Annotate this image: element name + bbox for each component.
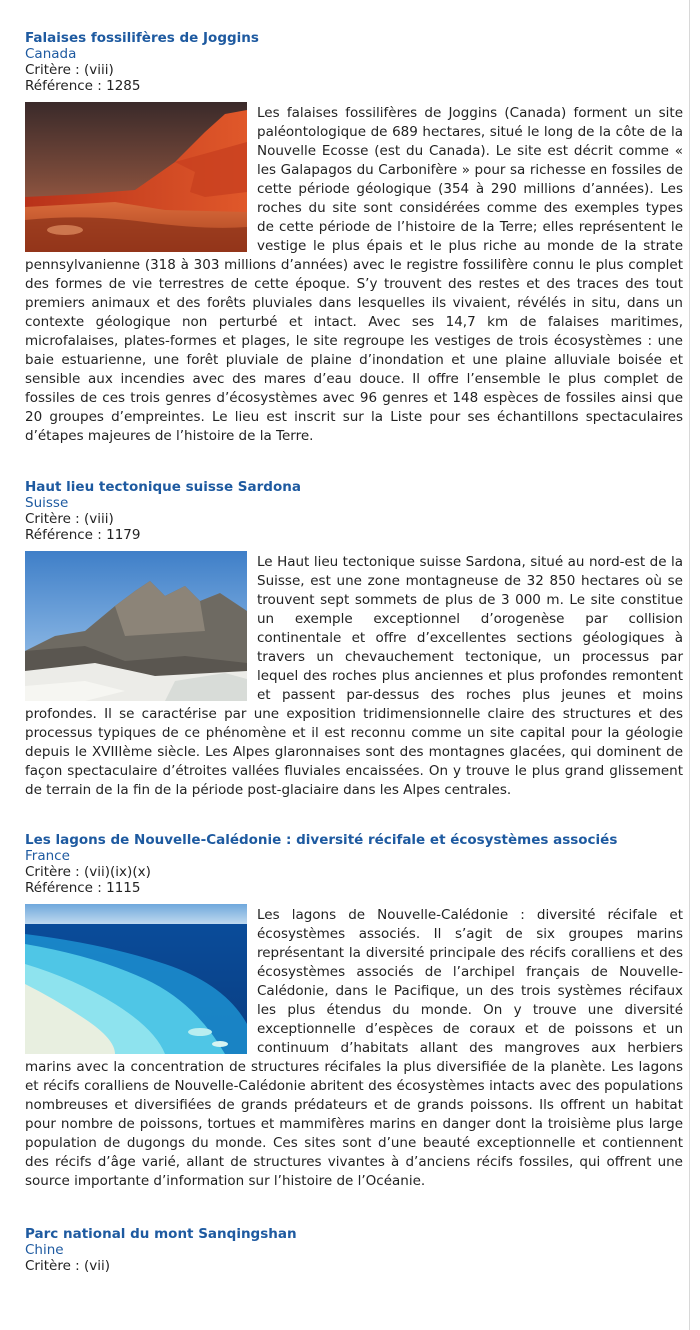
sardona-mountains-photo: [25, 551, 247, 701]
new-caledonia-lagoon-photo: [25, 904, 247, 1054]
site-description: Les lagons de Nouvelle-Calédonie : diversité récifale et écosystèmes associés. Il s’agit de six groupes marins représentant la diversité principale des récifs coralliens et des écosystèmes associés de l’archipel français de Nouvelle-Calédonie, dans le Pacifique, un des trois systèmes récifaux les plus étendus du monde. On y trouve une diversité exceptionnelle d’espèces de coraux et de poissons et un continuum d’habitats allant des mangroves aux herbiers marins avec la concentration de structures récifales la plus diversifiée de la planète. Les lagons et récifs coralliens de Nouvelle-Calédonie abritent des écosystèmes intacts avec des populations nombreuses et diversifiées de grands prédateurs et de grands poissons. Ils offrent un habitat pour nombre de poissons, tortues et mammifères marins en danger dont la troisième plus large population de dugongs du monde. Ces sites sont d’une beauté exceptionnelle et contiennent des récifs d’âge varié, allant de structures vivantes à d’anciens récifs fossiles, qui offrent une source importante d’information sur l’histoire de l’Océanie.: [25, 907, 683, 1189]
site-criteria: Critère : (vii)(ix)(x): [25, 864, 151, 880]
heritage-list: [25, 30, 683, 1274]
site-title[interactable]: Falaises fossilifères de Joggins: [25, 30, 259, 46]
site-entry-joggins: [25, 30, 683, 446]
site-country: Chine: [25, 1242, 64, 1258]
scrollbar-track[interactable]: [689, 0, 700, 1330]
joggins-cliffs-photo: [25, 102, 247, 252]
site-reference: Référence : 1179: [25, 527, 141, 543]
site-title[interactable]: Haut lieu tectonique suisse Sardona: [25, 479, 301, 495]
site-entry-sardona: [25, 479, 683, 800]
site-criteria: Critère : (vii): [25, 1258, 111, 1274]
site-country: Suisse: [25, 495, 69, 511]
site-entry-sanqingshan: [25, 1226, 683, 1274]
site-title[interactable]: Parc national du mont Sanqingshan: [25, 1226, 297, 1242]
site-entry-new-caledonia: [25, 832, 683, 1191]
site-criteria: Critère : (viii): [25, 511, 114, 527]
site-title[interactable]: Les lagons de Nouvelle-Calédonie : diversité récifale et écosystèmes associés: [25, 832, 618, 848]
site-criteria: Critère : (viii): [25, 62, 114, 78]
site-country: Canada: [25, 46, 77, 62]
site-reference: Référence : 1285: [25, 78, 141, 94]
site-description: Les falaises fossilifères de Joggins (Canada) forment un site paléontologique de 689 hectares, situé le long de la côte de la Nouvelle Ecosse (est du Canada). Le site est décrit comme « les Galapagos du Carbonifère » pour sa richesse en fossiles de cette période géologique (354 à 290 millions d’années). Les roches du site sont considérées comme des exemples types de cette période de l’histoire de la Terre; elles représentent le vestige le plus épais et le plus riche au monde de la strate pennsylvanienne (318 à 303 millions d’années) avec le registre fossilifère connu le plus complet des formes de vie terrestres de cette époque. S’y trouvent des restes et des traces des tout premiers animaux et des forêts pluviales dans lesquelles ils vivaient, révélés in situ, dans un contexte géologique non perturbé et intact. Avec ses 14,7 km de falaises maritimes, microfalaises, plates-formes et plages, le site regroupe les vestiges de trois écosystèmes : une baie estuarienne, une forêt pluviale de plaine d’inondation et une plaine alluviale boisée et sensible aux incendies avec des mares d’eau douce. Il offre l’ensemble le plus complet de fossiles de ces trois genres d’écosystèmes avec 96 genres et 148 espèces de fossiles ainsi que 20 groupes d’empreintes. Le lieu est inscrit sur la Liste pour ses échantillons spectaculaires d’étapes majeures de l’histoire de la Terre.: [25, 105, 683, 444]
site-reference: Référence : 1115: [25, 880, 141, 896]
site-country: France: [25, 848, 70, 864]
site-description: Le Haut lieu tectonique suisse Sardona, situé au nord-est de la Suisse, est une zone montagneuse de 32 850 hectares où se trouvent sept sommets de plus de 3 000 m. Le site constitue un exemple exceptionnel d’orogenèse par collision continentale et offre d’excellentes sections géologiques à travers un chevauchement tectonique, un processus par lequel des roches plus anciennes et plus profondes remontent et passent par-dessus des roches plus jeunes et moins profondes. Il se caractérise par une exposition tridimensionnelle claire des structures et des processus typiques de ce phénomène et il est reconnu comme un site capital pour la géologie depuis le XVIIIème siècle. Les Alpes glaronnaises sont des montagnes glacées, qui dominent de façon spectaculaire d’étroites vallées fluviales encaissées. On y trouve le plus grand glissement de terrain de la fin de la période post-glaciaire dans les Alpes centrales.: [25, 554, 683, 798]
